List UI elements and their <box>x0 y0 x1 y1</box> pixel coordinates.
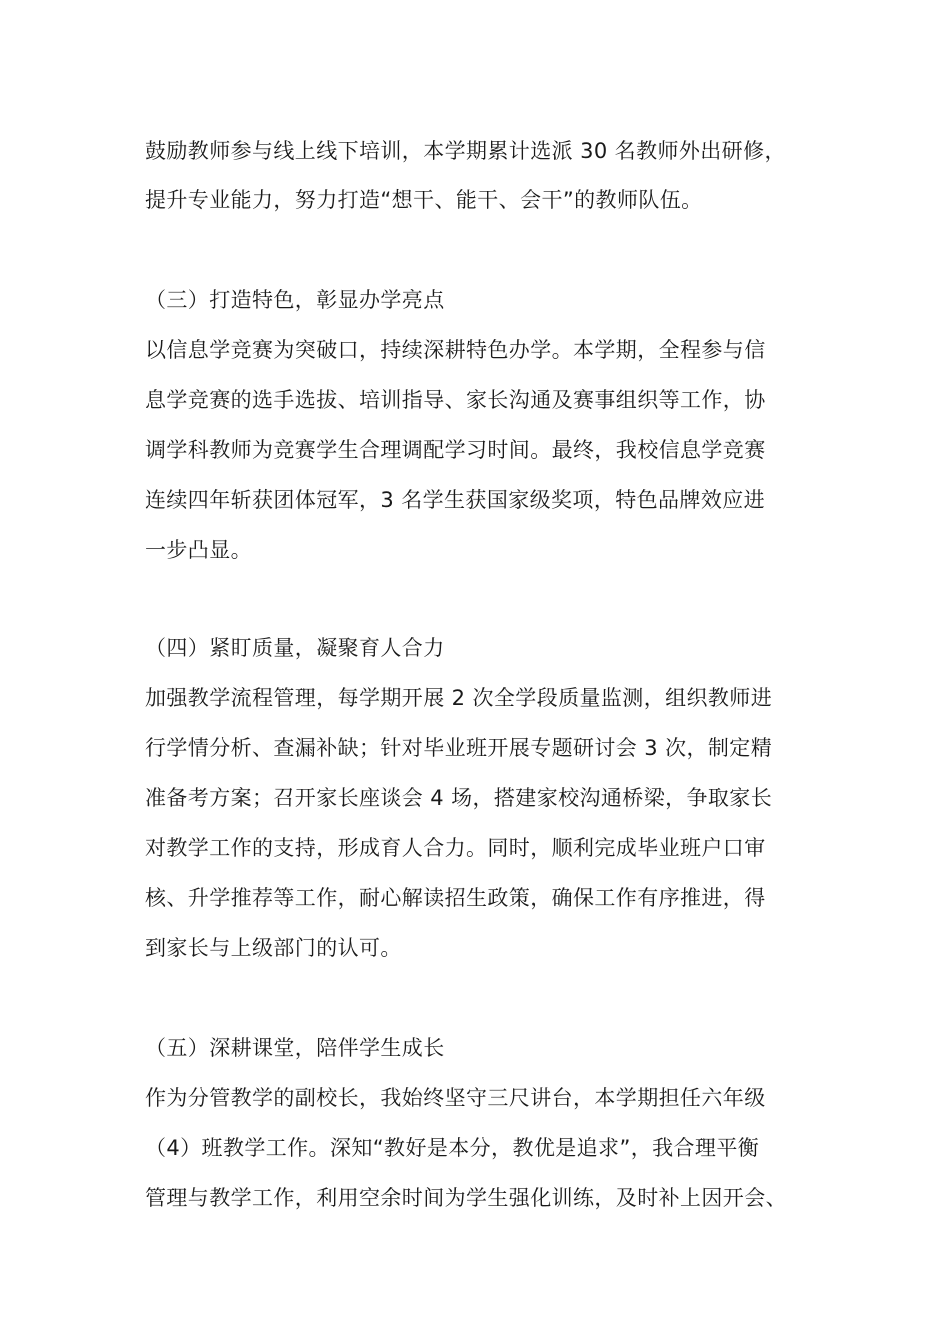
paragraph-line: 核、升学推荐等工作，耐心解读招生政策，确保工作有序推进，得 <box>145 886 766 910</box>
paragraph-line: 鼓励教师参与线上线下培训，本学期累计选派 30 名教师外出研修， <box>145 139 786 163</box>
paragraph-line: 连续四年斩获团体冠军，3 名学生获国家级奖项，特色品牌效应进 <box>145 488 766 512</box>
section-heading-4: （四）紧盯质量，凝聚育人合力 <box>145 636 445 660</box>
paragraph-line: 管理与教学工作，利用空余时间为学生强化训练，及时补上因开会、 <box>145 1186 787 1210</box>
section-heading-5: （五）深耕课堂，陪伴学生成长 <box>145 1036 445 1060</box>
paragraph-line: 准备考方案；召开家长座谈会 4 场，搭建家校沟通桥梁，争取家长 <box>145 786 773 810</box>
paragraph-line: 调学科教师为竞赛学生合理调配学习时间。最终，我校信息学竞赛 <box>145 438 766 462</box>
paragraph-line: 一步凸显。 <box>145 538 252 562</box>
paragraph-line: 提升专业能力，努力打造“想干、能干、会干”的教师队伍。 <box>145 188 703 212</box>
paragraph-line: 息学竞赛的选手选拔、培训指导、家长沟通及赛事组织等工作，协 <box>145 388 766 412</box>
paragraph-line: 以信息学竞赛为突破口，持续深耕特色办学。本学期，全程参与信 <box>145 338 766 362</box>
paragraph-line: 加强教学流程管理，每学期开展 2 次全学段质量监测，组织教师进 <box>145 686 773 710</box>
paragraph-line: 到家长与上级部门的认可。 <box>145 936 402 960</box>
paragraph-line: 作为分管教学的副校长，我始终坚守三尺讲台，本学期担任六年级 <box>145 1086 766 1110</box>
section-heading-3: （三）打造特色，彰显办学亮点 <box>145 288 445 312</box>
paragraph-line: （4）班教学工作。深知“教好是本分，教优是追求”，我合理平衡 <box>145 1136 760 1160</box>
paragraph-line: 对教学工作的支持，形成育人合力。同时，顺利完成毕业班户口审 <box>145 836 766 860</box>
paragraph-line: 行学情分析、查漏补缺；针对毕业班开展专题研讨会 3 次，制定精 <box>145 736 773 760</box>
